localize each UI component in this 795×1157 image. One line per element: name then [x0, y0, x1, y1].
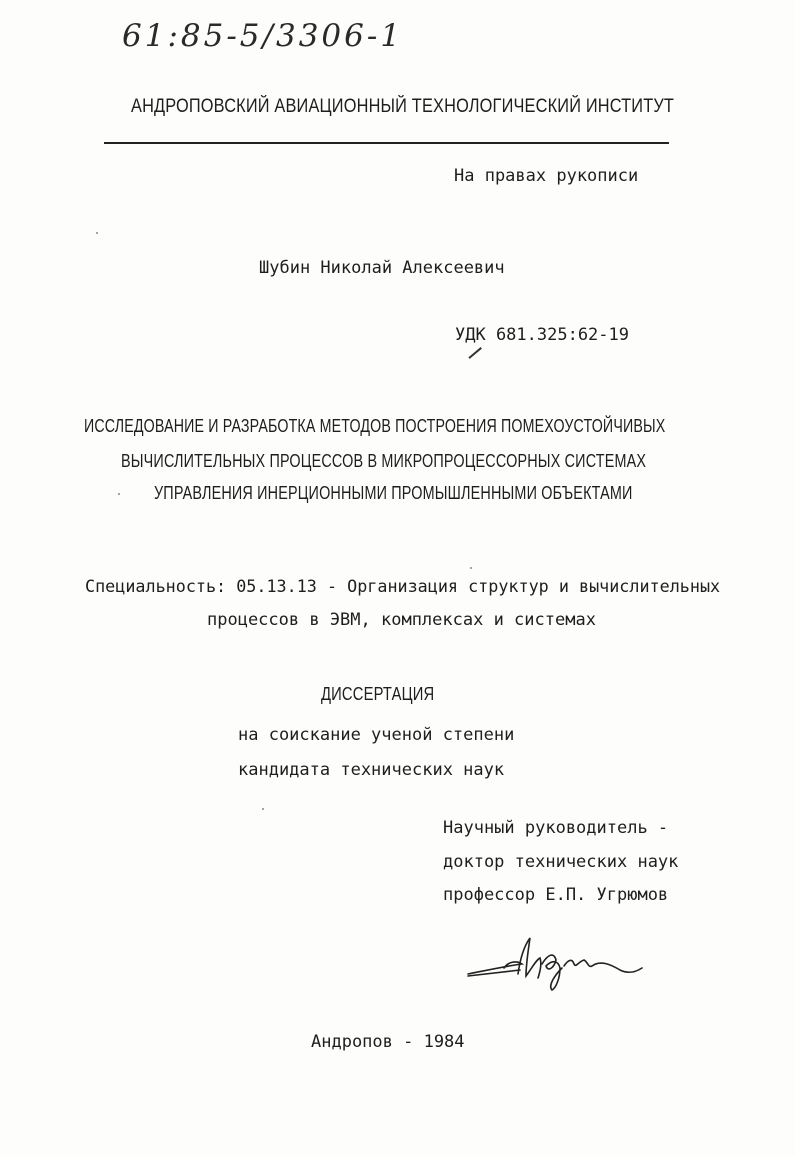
- pen-mark: [468, 347, 481, 358]
- supervisor-line-3: профессор Е.П. Угрюмов: [443, 885, 669, 905]
- handwritten-archive-code: 61:85-5/3306-1: [122, 18, 404, 54]
- author-name: Шубин Николай Алексеевич: [259, 258, 505, 278]
- degree-line-2: кандидата технических наук: [238, 760, 505, 780]
- header-divider: [104, 142, 669, 144]
- udk-code: УДК 681.325:62-19: [455, 325, 629, 345]
- paper-speck: [470, 567, 472, 569]
- rights-note: На правах рукописи: [454, 166, 639, 186]
- paper-speck: [118, 493, 120, 495]
- paper-speck: [96, 232, 98, 234]
- degree-line-1: на соискание ученой степени: [238, 725, 515, 745]
- document-type: ДИССЕРТАЦИЯ: [321, 684, 435, 704]
- signature-icon: [460, 930, 650, 1000]
- title-line-3: УПРАВЛЕНИЯ ИНЕРЦИОННЫМИ ПРОМЫШЛЕННЫМИ ОБЪЕКТАМИ: [154, 483, 633, 503]
- specialty-line-1: Специальность: 05.13.13 - Организация структур и вычислительных: [85, 577, 721, 597]
- specialty-line-2: процессов в ЭВМ, комплексах и системах: [207, 610, 596, 630]
- title-line-1: ИССЛЕДОВАНИЕ И РАЗРАБОТКА МЕТОДОВ ПОСТРОЕНИЯ ПОМЕХОУСТОЙЧИВЫХ: [84, 416, 666, 436]
- paper-speck: [262, 808, 264, 810]
- title-line-2: ВЫЧИСЛИТЕЛЬНЫХ ПРОЦЕССОВ В МИКРОПРОЦЕССОРНЫХ СИСТЕМАХ: [121, 451, 647, 471]
- place-and-year: Андропов - 1984: [311, 1032, 465, 1052]
- supervisor-line-1: Научный руководитель -: [443, 818, 669, 838]
- supervisor-line-2: доктор технических наук: [443, 852, 679, 872]
- institute-name: АНДРОПОВСКИЙ АВИАЦИОННЫЙ ТЕХНОЛОГИЧЕСКИЙ ИНСТИТУТ: [131, 96, 675, 117]
